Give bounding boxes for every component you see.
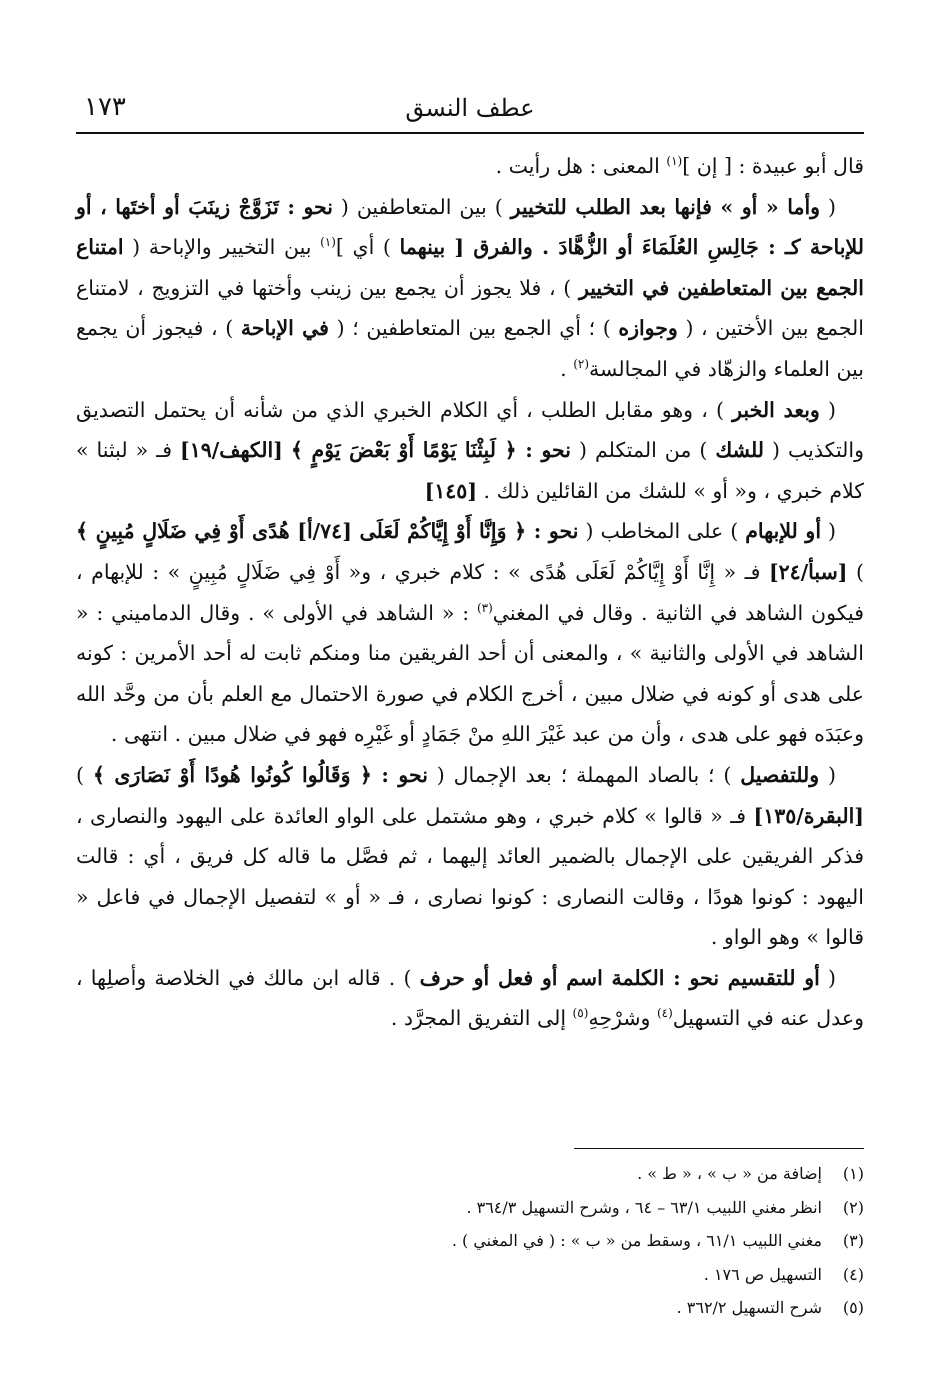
footnote-ref: (١) [666,154,683,169]
text-segment: ) ، وهو مقابل الطلب ، أي الكلام الخبري الذي من شأنه أن يحتمل التصديق والتكذيب ( [76,397,864,463]
text-segment: ) ، فلا يجوز أن يجمع بين زينب وأختها في التزويج ، لامتناع الجمع بين الأختين ، ( [76,275,864,341]
text-segment: فـ « قالوا » كلام خبري ، وهو مشتمل على الواو العائدة على اليهود والنصارى ، فذكر الفريقين على الإجمال بالضمير العائد إليهما ، ثم فصَّل ما قاله كل فريق ، أي : قالت اليهود : كونوا هودًا ، وقالت النصارى : كونوا نصارى ، فـ « أو » لتفصيل الإجمال في فاعل « قالوا » وهو الواو . [76,803,864,950]
text-segment: المعنى : هل رأيت . [495,154,667,178]
footnote-ref: (٥) [572,1006,589,1021]
footnotes-section [76,1148,864,1325]
footnote [76,1191,864,1225]
footnote [76,1291,864,1325]
paragraph [76,511,864,755]
footnote-list [76,1157,864,1325]
main-text [76,146,864,1039]
bold-segment: [الكهف/١٩] [180,438,283,463]
footnote [76,1224,864,1258]
footnote-ref: (٣) [476,600,493,615]
text-segment: إلى التفريق المجرَّد . [390,1006,573,1031]
bold-segment: للشك [715,438,765,463]
bold-segment: امتناع الجمع بين المتعاطفين في التخيير [76,235,864,300]
text-segment: ( [819,397,836,422]
text-segment [283,438,291,462]
paragraph [76,390,864,512]
running-title: عطف النسق [405,94,535,122]
footnote-ref: (٢) [573,357,590,372]
footnote-number: (١) [842,1164,864,1183]
bold-segment: نحو : ﴿ لَبِثْنَا يَوْمًا أَوْ بَعْضَ يَوْمٍ ﴾ [290,438,571,463]
bold-segment: [١٤٥] [424,478,478,503]
text-segment: ) بين المتعاطفين ( [332,194,511,219]
footnote [76,1157,864,1191]
footnote [76,1258,864,1292]
bold-segment: [البقرة/١٣٥] [753,803,864,828]
text-segment: ) أي ] [335,235,400,260]
text-segment: ( [819,965,836,990]
paragraph [76,187,864,390]
text-segment: ) [847,559,864,584]
page-header [76,88,864,134]
footnote-ref: (١) [320,235,336,250]
book-page [76,88,864,1368]
footnote-text: انظر مغني اللبيب ٦٣/١ – ٦٤ ، وشرح التسهيل ٣٦٤/٣ . [466,1197,822,1217]
footnote-number: (٥) [842,1298,864,1317]
text-segment: فـ « إِنَّا أَوْ إِيَّاكُمْ لَعَلَى هُدًى » : كلام خبري ، و« أَوْ فِي ضَلَالٍ مُبِينٍ » : للإبهام ، فيكون الشاهد في الثانية . وقال في المغني [76,559,864,625]
text-segment: ) ؛ بالصاد المهملة ؛ بعد الإجمال ( [427,762,741,787]
paragraph [76,958,864,1039]
bold-segment: أو للتقسيم نحو : الكلمة اسم أو فعل أو حرف [419,965,820,990]
footnote-text: التسهيل ص ١٧٦ . [703,1264,822,1284]
footnote-divider [574,1148,864,1149]
bold-segment: وجوازه [618,316,678,341]
bold-segment: أو للإبهام [745,519,822,544]
text-segment: . [560,356,574,381]
footnote-number: (٣) [842,1231,864,1250]
footnote-number: (٤) [842,1264,864,1284]
footnote-text: شرح التسهيل ٣٦٢/٢ . [676,1298,822,1317]
text-segment: ) على المخاطب ( [578,519,746,544]
text-segment: ) من المتكلم ( [571,438,716,463]
paragraph [76,755,864,958]
bold-segment: وبعد الخبر [732,397,820,422]
bold-segment: وللتفصيل [740,762,820,787]
footnote-text: مغني اللبيب ٦١/١ ، وسقط من « ب » : ( في المغني ) . [451,1231,822,1250]
text-segment: وشرْحِهِ [588,1006,657,1031]
bold-segment: نحو : ﴿ وَإِنَّا أَوْ إِيَّاكُمْ لَعَلَى [٧٤/أ] هُدًى أَوْ فِي ضَلَالٍ مُبِينٍ ﴾ [76,519,579,544]
footnote-number: (٢) [842,1197,864,1217]
bold-segment: وأما « أو » فإنها بعد الطلب للتخيير [510,194,821,219]
page-number: ١٧٣ [84,92,126,122]
text-segment: ( [820,194,836,219]
text-segment: قال أبو عبيدة : [ إن ] [682,154,864,178]
bold-segment: نحو : ﴿ وَقَالُوا كُونُوا هُودًا أَوْ نَصَارَى ﴾ [92,762,428,787]
bold-segment: نحو : تَزَوَّجْ زينَبَ أو أختَها ، أو للإباحة كـ : جَالِسِ العُلَمَاءَ أو الزُّهَّادَ . والفرق [ بينهما [76,194,864,260]
text-segment: ( [819,762,837,787]
paragraph [76,146,864,187]
text-segment: ) . قاله ابن مالك في الخلاصة وأصلِها ، وعدل عنه في التسهيل [76,965,864,1031]
bold-segment: [سبأ/٢٤] [768,559,848,584]
text-segment: ) ، فيجوز أن يجمع بين العلماء والزهّاد في المجالسة [76,316,864,381]
text-segment: ) ؛ أي الجمع بين المتعاطفين ؛ ( [328,316,619,341]
text-segment: ) [76,762,93,787]
bold-segment: في الإباحة [240,316,329,341]
text-segment: : « الشاهد في الأولى » . وقال الدماميني : « الشاهد في الأولى والثانية » ، والمعنى أن أحد الفريقين منا ومنكم ثابت له أحد الأمرين : كونه على هدى أو كونه في ضلال مبين ، أخرج الكلام في صورة الاحتمال مع العلم بأن من وحَّد الله وعبَدَه فهو على هدى ، وأن من عبد غَيْرَ اللهِ منْ جَمَادٍ أو غَيْرِه فهو في ضلال مبين . انتهى . [76,600,864,747]
text-segment: ( [821,519,837,544]
text-segment: بين التخيير والإباحة ( [123,235,321,260]
footnote-ref: (٤) [656,1006,673,1021]
text-segment: فـ « لبثنا » كلام خبري ، و« أو » للشك من القائلين ذلك . [76,438,864,503]
footnote-text: إضافة من « ب » ، « ط » . [637,1164,822,1183]
